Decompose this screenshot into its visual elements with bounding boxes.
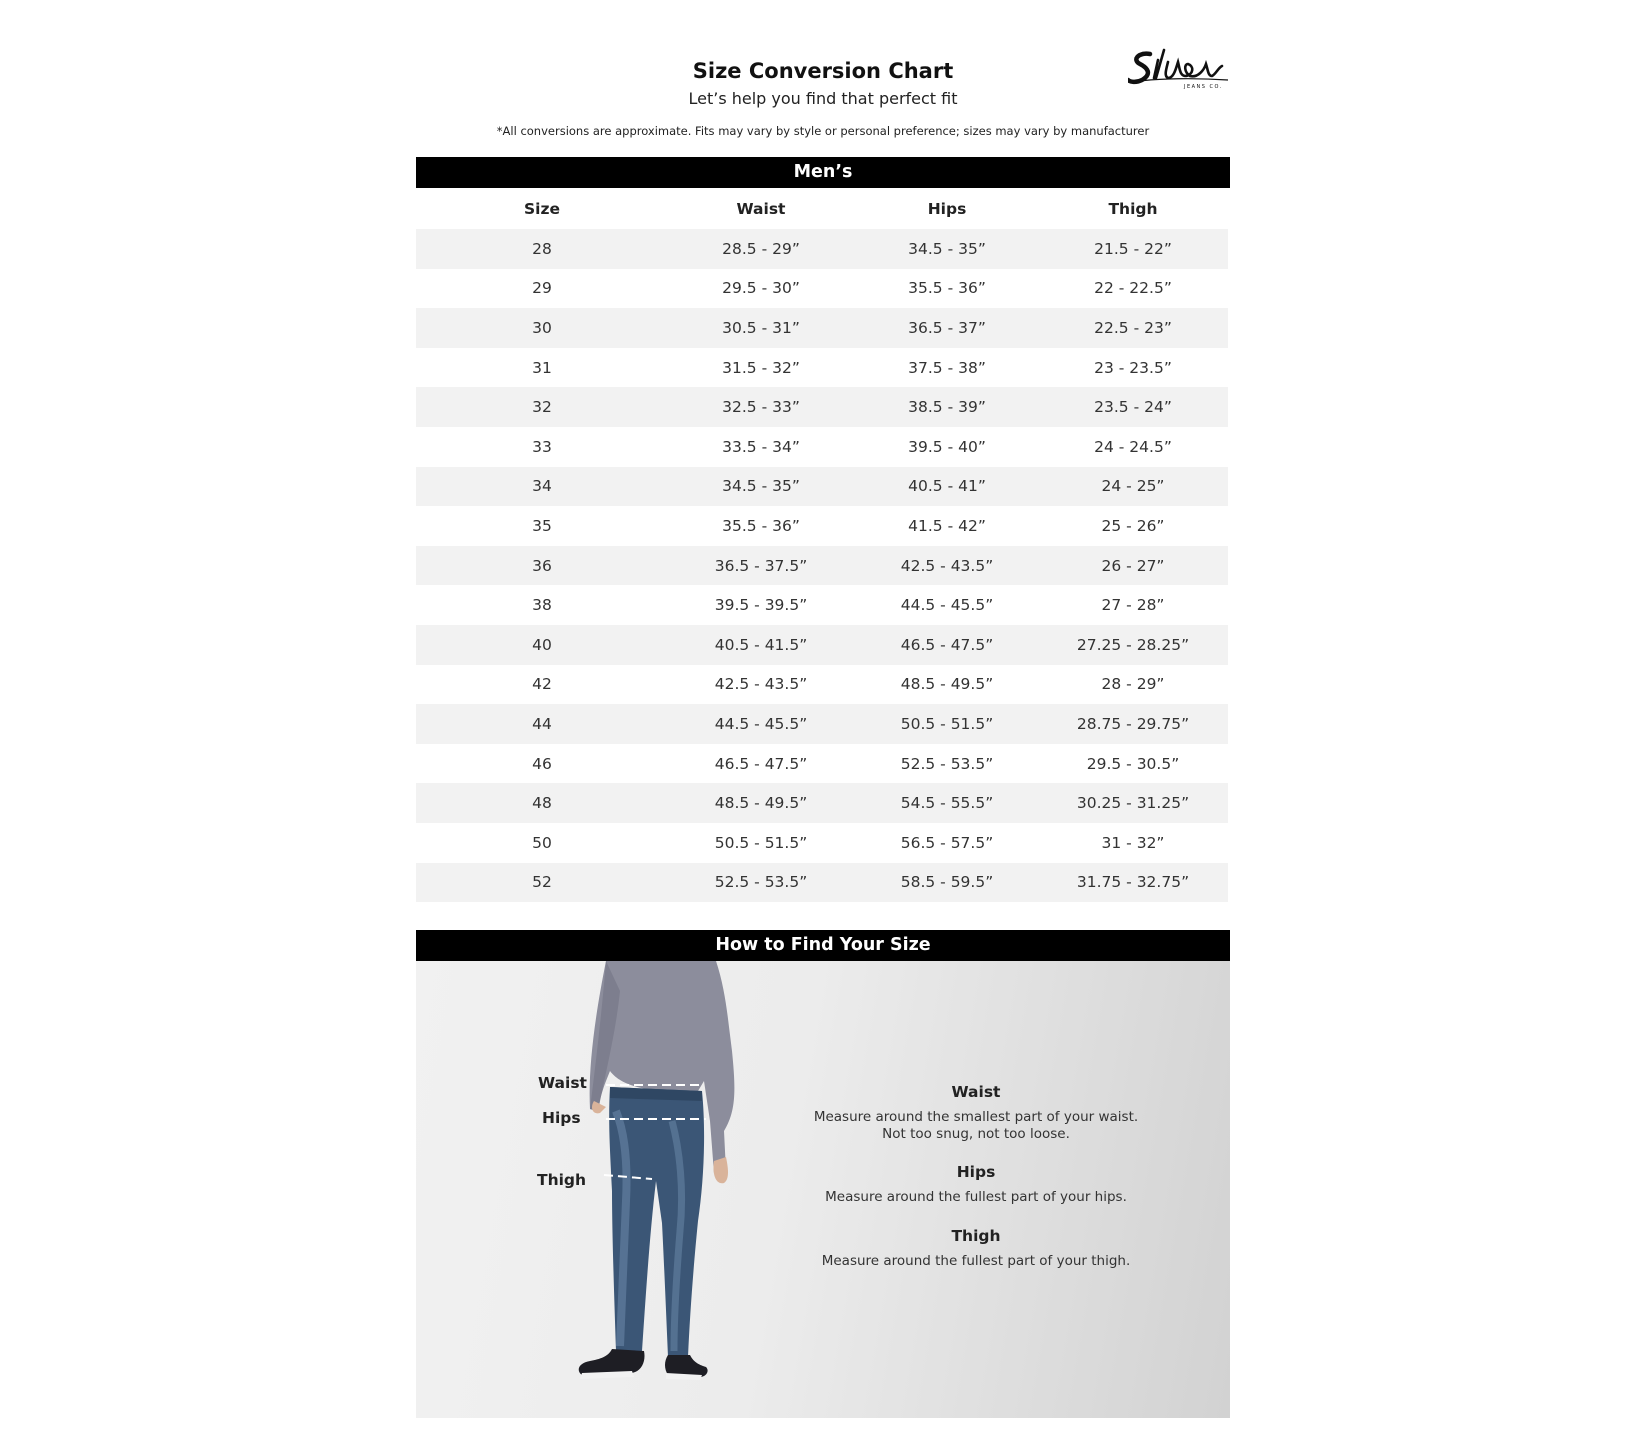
table-row (416, 308, 1228, 348)
cell-hips: 44.5 - 45.5” (900, 596, 994, 615)
cell-size: 36 (532, 556, 552, 575)
cell-hips: 50.5 - 51.5” (900, 714, 994, 733)
cell-hips: 48.5 - 49.5” (900, 675, 994, 694)
cell-hips: 36.5 - 37” (908, 318, 986, 337)
cell-size: 31 (532, 358, 552, 377)
cell-waist: 40.5 - 41.5” (714, 635, 808, 654)
table-row (416, 585, 1228, 625)
cell-size: 42 (532, 675, 552, 694)
column-header-size: Size (523, 200, 560, 218)
cell-thigh: 21.5 - 22” (1094, 239, 1172, 258)
figure-label-waist: Waist (538, 1074, 587, 1092)
cell-size: 48 (532, 794, 552, 813)
cell-waist: 48.5 - 49.5” (714, 794, 808, 813)
model-figure (576, 961, 776, 1418)
cell-thigh: 27 - 28” (1101, 596, 1165, 615)
cell-waist: 29.5 - 30” (722, 279, 800, 298)
cell-thigh: 24 - 25” (1101, 477, 1165, 496)
column-header-thigh: Thigh (1108, 200, 1158, 218)
cell-thigh: 30.25 - 31.25” (1076, 794, 1190, 813)
table-row (416, 348, 1228, 388)
cell-thigh: 22 - 22.5” (1094, 279, 1172, 298)
cell-hips: 46.5 - 47.5” (900, 635, 994, 654)
instruction-heading: Thigh (951, 1227, 1001, 1245)
cell-size: 38 (532, 596, 552, 615)
cell-thigh: 31 - 32” (1101, 833, 1165, 852)
cell-hips: 41.5 - 42” (908, 516, 986, 535)
table-row (416, 387, 1228, 427)
instruction-heading: Hips (956, 1163, 996, 1181)
cell-size: 52 (532, 873, 552, 892)
page-title: Size Conversion Chart (692, 59, 954, 83)
cell-thigh: 23 - 23.5” (1094, 358, 1172, 377)
cell-waist: 39.5 - 39.5” (714, 596, 808, 615)
cell-hips: 39.5 - 40” (908, 437, 986, 456)
cell-waist: 30.5 - 31” (722, 318, 800, 337)
cell-size: 32 (532, 398, 552, 417)
cell-waist: 50.5 - 51.5” (714, 833, 808, 852)
cell-thigh: 29.5 - 30.5” (1086, 754, 1180, 773)
page-subtitle: Let’s help you find that perfect fit (688, 89, 958, 108)
instruction-text: Measure around the fullest part of your hips. (825, 1189, 1127, 1205)
table-row (416, 506, 1228, 546)
disclaimer: *All conversions are approximate. Fits may vary by style or personal preference; sizes may vary by manufacturer (496, 124, 1150, 138)
cell-hips: 38.5 - 39” (908, 398, 986, 417)
cell-hips: 40.5 - 41” (908, 477, 986, 496)
cell-hips: 54.5 - 55.5” (900, 794, 994, 813)
table-row (416, 269, 1228, 309)
cell-size: 50 (532, 833, 552, 852)
cell-waist: 44.5 - 45.5” (714, 714, 808, 733)
cell-size: 40 (532, 635, 552, 654)
column-header-waist: Waist (736, 200, 786, 218)
cell-thigh: 24 - 24.5” (1094, 437, 1172, 456)
cell-size: 46 (532, 754, 552, 773)
table-row (416, 665, 1228, 705)
cell-thigh: 27.25 - 28.25” (1076, 635, 1190, 654)
table-row (416, 863, 1228, 903)
how-to-section-title: How to Find Your Size (416, 930, 1230, 961)
instruction-text (806, 1109, 1146, 1143)
instruction-line: Measure around the smallest part of your waist. (813, 1109, 1139, 1125)
instruction-hips (806, 1163, 1146, 1206)
cell-size: 34 (532, 477, 552, 496)
svg-text:JEANS CO.: JEANS CO. (1184, 84, 1223, 90)
table-row (416, 229, 1228, 269)
cell-thigh: 22.5 - 23” (1094, 318, 1172, 337)
cell-size: 29 (532, 279, 552, 298)
cell-hips: 35.5 - 36” (908, 279, 986, 298)
instruction-line: Not too snug, not too loose. (882, 1126, 1070, 1142)
cell-waist: 36.5 - 37.5” (714, 556, 808, 575)
cell-waist: 28.5 - 29” (722, 239, 800, 258)
table-header-row (416, 189, 1228, 229)
table-row (416, 823, 1228, 863)
cell-hips: 52.5 - 53.5” (900, 754, 994, 773)
instruction-heading: Waist (951, 1083, 1001, 1101)
cell-thigh: 26 - 27” (1101, 556, 1165, 575)
column-header-hips: Hips (927, 200, 967, 218)
instruction-thigh (806, 1227, 1146, 1270)
mens-size-table (416, 189, 1228, 902)
cell-size: 44 (532, 714, 552, 733)
cell-size: 35 (532, 516, 552, 535)
cell-hips: 37.5 - 38” (908, 358, 986, 377)
figure-label-thigh: Thigh (537, 1171, 587, 1189)
cell-hips: 42.5 - 43.5” (900, 556, 994, 575)
table-row (416, 704, 1228, 744)
cell-waist: 31.5 - 32” (722, 358, 800, 377)
cell-waist: 34.5 - 35” (722, 477, 800, 496)
table-row (416, 783, 1228, 823)
page-header (416, 56, 1230, 110)
instruction-text: Measure around the fullest part of your thigh. (821, 1253, 1131, 1269)
cell-waist: 32.5 - 33” (722, 398, 800, 417)
table-body (416, 229, 1228, 902)
figure-label-hips: Hips (542, 1109, 581, 1127)
cell-thigh: 25 - 26” (1101, 516, 1165, 535)
cell-size: 33 (532, 437, 552, 456)
table-row (416, 625, 1228, 665)
table-row (416, 744, 1228, 784)
mens-section-title: Men’s (416, 157, 1230, 188)
cell-size: 28 (532, 239, 552, 258)
cell-waist: 35.5 - 36” (722, 516, 800, 535)
cell-thigh: 31.75 - 32.75” (1076, 873, 1190, 892)
cell-size: 30 (532, 318, 552, 337)
cell-waist: 33.5 - 34” (722, 437, 800, 456)
cell-thigh: 28 - 29” (1101, 675, 1165, 694)
cell-hips: 34.5 - 35” (908, 239, 986, 258)
table-row (416, 546, 1228, 586)
cell-hips: 56.5 - 57.5” (900, 833, 994, 852)
cell-waist: 46.5 - 47.5” (714, 754, 808, 773)
measurement-photo (416, 961, 1230, 1418)
table-row (416, 467, 1228, 507)
cell-waist: 42.5 - 43.5” (714, 675, 808, 694)
table-row (416, 427, 1228, 467)
cell-thigh: 28.75 - 29.75” (1076, 714, 1190, 733)
cell-waist: 52.5 - 53.5” (714, 873, 808, 892)
cell-thigh: 23.5 - 24” (1094, 398, 1172, 417)
instruction-waist (806, 1083, 1146, 1143)
cell-hips: 58.5 - 59.5” (900, 873, 994, 892)
